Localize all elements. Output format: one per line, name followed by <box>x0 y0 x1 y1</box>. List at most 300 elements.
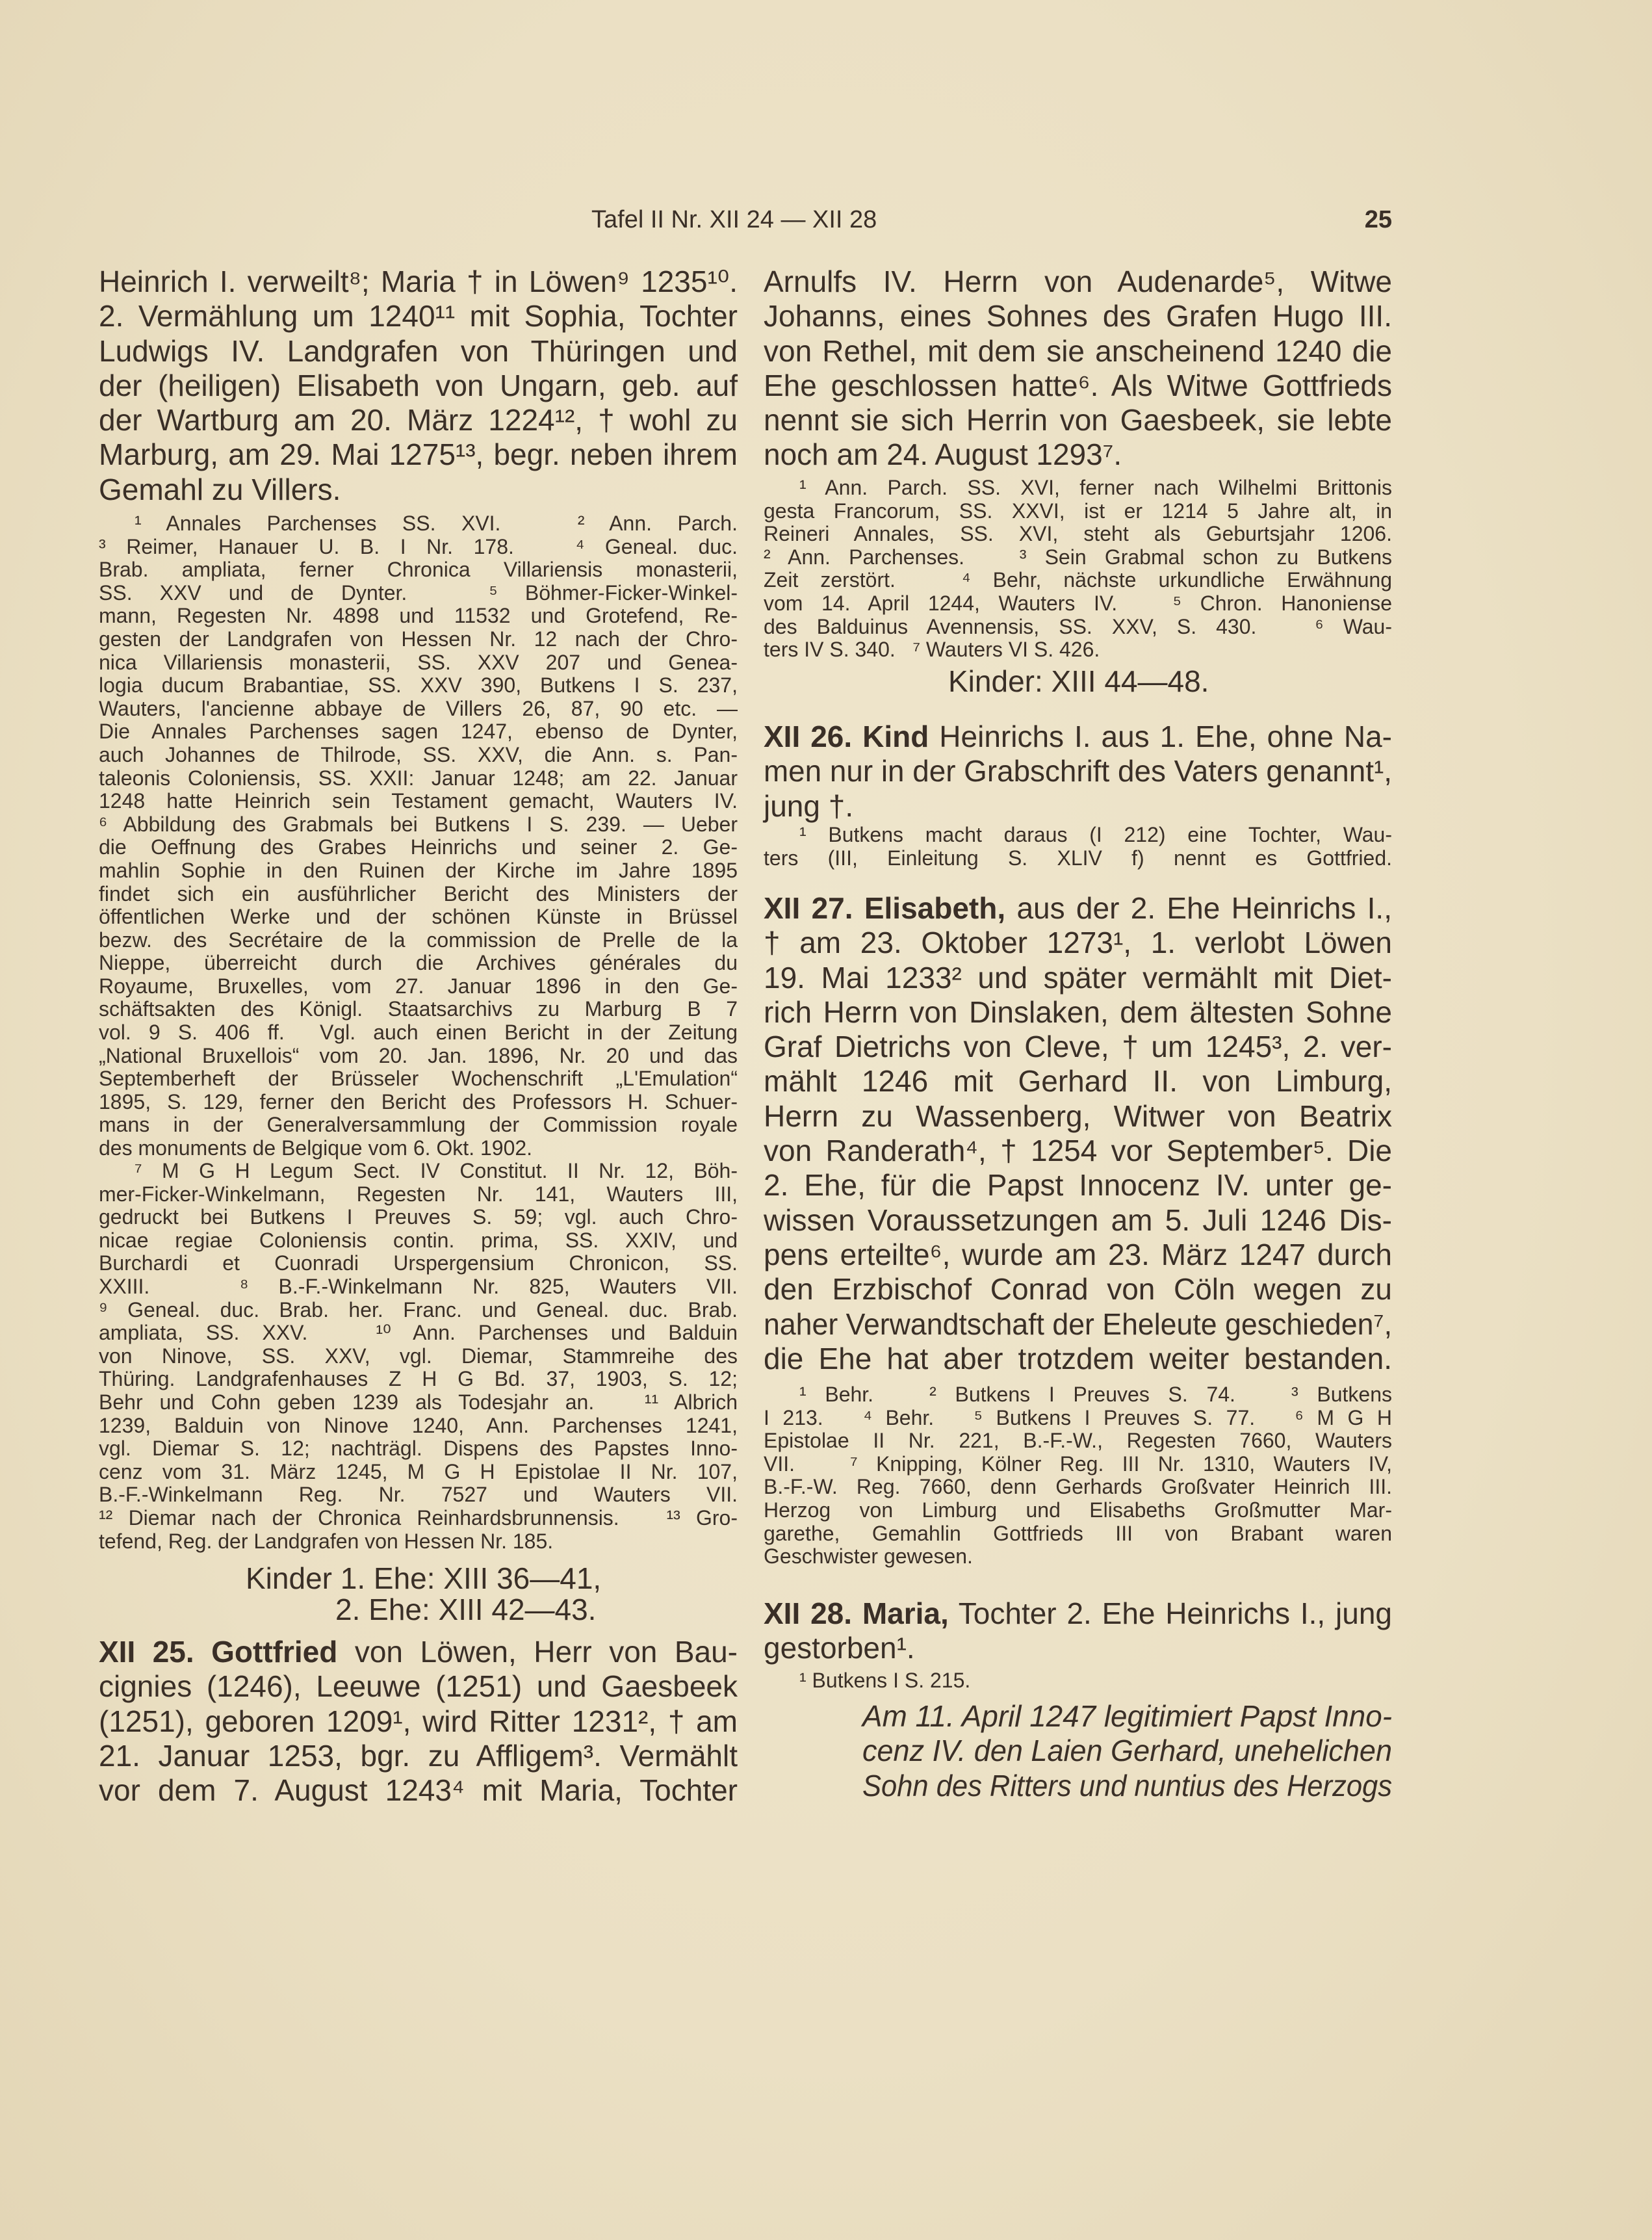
line-content <box>764 1522 1392 1546</box>
footnote-line <box>99 929 738 952</box>
line-content <box>764 1272 1392 1307</box>
line-content <box>99 1091 738 1114</box>
line-text: Burchardi et Cuonradi Urspergensium Chronicon, SS. <box>99 1251 738 1275</box>
line-text: vgl. Diemar S. 12; nachträgl. Dispens des Papstes Inno- <box>99 1437 738 1461</box>
line-content <box>764 1407 1392 1430</box>
line-content <box>99 1137 532 1160</box>
text-line <box>764 1307 1392 1342</box>
footnote-line <box>764 1669 1392 1693</box>
line-content <box>99 1206 738 1229</box>
line-text: von Ninove, SS. XXV, vgl. Diemar, Stammreihe des <box>99 1344 738 1368</box>
line-text: bezw. des Secrétaire de la commission de Prelle de la <box>99 928 738 952</box>
text-line <box>99 403 738 437</box>
footnote-line <box>99 512 738 536</box>
footnote-line <box>99 1483 738 1507</box>
line-text: ² Ann. Parchenses. ³ Sein Grabmal schon zu Butkens <box>764 545 1392 569</box>
line-content <box>135 512 738 536</box>
line-text: von Löwen, Herr von Bau- <box>337 1635 738 1669</box>
line-content <box>99 1739 738 1773</box>
line-text: gesten der Landgrafen von Hessen Nr. 12 nach der Chro- <box>99 627 738 651</box>
line-text: ³ Reimer, Hanauer U. B. I Nr. 178. ⁴ Geneal. duc. <box>99 534 738 558</box>
text-line <box>764 1631 1392 1665</box>
footnote-line <box>764 476 1392 500</box>
text-line <box>764 437 1392 472</box>
entry-xii-28 <box>764 1596 1392 1666</box>
line-content <box>764 437 1122 472</box>
line-text: der Wartburg am 20. März 1224¹², † wohl zu <box>99 403 738 437</box>
line-text: 1239, Balduin von Ninove 1240, Ann. Parchenses 1241, <box>99 1413 738 1437</box>
line-content <box>764 1134 1392 1168</box>
text-line <box>764 334 1392 369</box>
line-text: nicae regiae Coloniensis contin. prima, SS. XXIV, und <box>99 1228 738 1252</box>
line-content <box>99 473 341 507</box>
text-line <box>764 1168 1392 1203</box>
footnote-line <box>764 592 1392 616</box>
line-content <box>764 789 853 824</box>
text-line <box>99 1773 738 1808</box>
line-text: nica Villariensis monasterii, SS. XXV 207 und Genea- <box>99 650 738 674</box>
text-line <box>99 437 738 472</box>
line-text: 2. Ehe, für die Papst Innocenz IV. unter ge- <box>764 1168 1392 1203</box>
line-content <box>799 1669 970 1693</box>
line-text: ¹² Diemar nach der Chronica Reinhardsbrunnensis. ¹³ Gro- <box>99 1505 738 1530</box>
line-content <box>99 1299 738 1322</box>
line-text: gedruckt bei Butkens I Preuves S. 59; vgl. auch Chro- <box>99 1205 738 1229</box>
line-text: Behr und Cohn geben 1239 als Todesjahr an. ¹¹ Albrich <box>99 1390 738 1414</box>
line-content <box>764 847 1392 870</box>
line-text: ¹ Behr. ² Butkens I Preuves S. 74. ³ Butkens <box>799 1383 1392 1406</box>
line-content <box>764 569 1392 592</box>
line-content <box>99 998 738 1021</box>
line-text: von Rethel, mit dem sie anscheinend 1240 die <box>764 333 1392 368</box>
running-title: Tafel II Nr. XII 24 — XII 28 <box>591 206 877 233</box>
footnote-line <box>764 1545 1392 1569</box>
line-text: rich Herrn von Dinslaken, dem ältesten Sohne <box>764 995 1392 1029</box>
text-line <box>99 1563 738 1594</box>
line-content <box>764 1099 1392 1134</box>
line-text: vom 14. April 1244, Wauters IV. ⁵ Chron. Hanoniense <box>764 591 1392 615</box>
line-content <box>99 813 738 837</box>
footnote-line <box>764 616 1392 639</box>
line-text: schäftsakten des Königl. Staatsarchivs zu Marburg B 7 <box>99 997 738 1021</box>
text-line <box>99 1739 738 1773</box>
line-content <box>99 836 738 859</box>
footnote-line <box>99 1045 738 1068</box>
line-text: (1251), geboren 1209¹, wird Ritter 1231², † am <box>99 1704 738 1738</box>
line-content <box>948 666 1209 697</box>
line-content <box>764 500 1392 523</box>
line-text: Arnulfs IV. Herrn von Audenarde⁵, Witwe <box>764 265 1392 298</box>
line-content <box>764 1203 1392 1238</box>
line-text: ters (III, Einleitung S. XLIV f) nennt es Gottfried. <box>764 846 1392 870</box>
line-content <box>764 546 1392 569</box>
line-content <box>99 720 738 744</box>
line-content <box>99 403 738 437</box>
footnotes <box>99 512 738 1160</box>
text-line <box>764 1134 1392 1168</box>
footnote-line <box>99 1252 738 1275</box>
line-content <box>99 1252 738 1275</box>
text-line <box>764 265 1392 299</box>
line-text: Tochter 2. Ehe Heinrichs I., jung <box>948 1596 1392 1630</box>
text-line <box>764 995 1392 1030</box>
line-text: gesta Francorum, SS. XXVI, ist er 1214 5 Jahre alt, in <box>764 499 1392 523</box>
line-content <box>99 1183 738 1206</box>
footnote-line <box>99 1160 738 1183</box>
line-content <box>764 1030 1392 1064</box>
line-text: „National Bruxellois“ vom 20. Jan. 1896, Nr. 20 und das <box>99 1043 738 1067</box>
footnote-line <box>99 883 738 906</box>
line-content <box>99 767 738 790</box>
text-line <box>99 1594 738 1625</box>
footnote-line <box>99 1414 738 1438</box>
footnote-line <box>99 1507 738 1530</box>
line-text: XXIII. ⁸ B.-F.-Winkelmann Nr. 825, Wauters VII. <box>99 1274 738 1298</box>
line-text: cenz vom 31. März 1245, M G H Epistolae II Nr. 107, <box>99 1459 738 1483</box>
footnotes <box>764 476 1392 662</box>
line-text: 1895, S. 129, ferner den Bericht des Professors H. Schuer- <box>99 1089 738 1113</box>
footnote-line <box>99 1067 738 1091</box>
footnote-line <box>764 1407 1392 1430</box>
footnote-line <box>99 859 738 883</box>
line-text: garethe, Gemahlin Gottfrieds III von Brabant waren <box>764 1521 1392 1545</box>
text-line <box>764 299 1392 333</box>
paragraph <box>764 265 1392 473</box>
line-content <box>862 1734 1392 1768</box>
footnote-line <box>99 1021 738 1045</box>
footnote-line <box>764 1429 1392 1453</box>
line-text: auch Johannes de Thilrode, SS. XXV, die Ann. s. Pan- <box>99 742 738 766</box>
line-content <box>99 1414 738 1438</box>
line-content <box>99 558 738 582</box>
footnote-line <box>99 1299 738 1322</box>
line-text: men nur in der Grabschrift des Vaters genannt¹, <box>764 754 1392 788</box>
line-content <box>799 476 1392 500</box>
text-line <box>764 1769 1392 1803</box>
line-text: Zeit zerstört. ⁴ Behr, nächste urkundliche Erwähnung <box>764 568 1392 592</box>
line-content <box>862 1769 1392 1803</box>
line-content <box>764 1064 1392 1099</box>
footnote-line <box>99 628 738 651</box>
line-content <box>764 1238 1392 1272</box>
line-text: jung †. <box>764 788 854 823</box>
line-content <box>764 1307 1392 1342</box>
text-line <box>99 265 738 299</box>
line-content <box>764 1476 1392 1499</box>
line-text: des Balduinus Avennensis, SS. XXV, S. 430. ⁶ Wau- <box>764 614 1392 638</box>
line-content <box>99 1067 738 1091</box>
line-text: Die Annales Parchenses sagen 1247, ebenso de Dynter, <box>99 720 738 744</box>
footnote-line <box>99 1183 738 1206</box>
line-content <box>99 697 738 721</box>
line-content <box>99 1461 738 1484</box>
line-content <box>99 929 738 952</box>
line-content <box>99 883 738 906</box>
line-content <box>764 995 1392 1030</box>
entry-heading: XII 25. Gottfried <box>99 1635 338 1669</box>
line-content <box>99 369 738 403</box>
text-line <box>764 1238 1392 1272</box>
line-text: Herrn zu Wassenberg, Witwer von Beatrix <box>764 1099 1392 1133</box>
entry-heading: XII 28. Maria, <box>764 1596 949 1630</box>
line-text: naher Verwandtschaft der Eheleute geschieden⁷, <box>764 1307 1392 1341</box>
footnote-line <box>99 1530 738 1554</box>
line-content <box>99 1021 738 1045</box>
footnote-line <box>99 813 738 837</box>
line-text: findet sich ein ausführlicher Bericht des Ministers der <box>99 881 738 905</box>
line-content <box>764 523 1392 546</box>
line-text: Brab. ampliata, ferner Chronica Villariensis monasterii, <box>99 558 738 582</box>
line-text: ¹ Ann. Parch. SS. XVI, ferner nach Wilhelmi Brittonis <box>799 476 1392 499</box>
line-content <box>799 824 1392 847</box>
line-text: Sohn des Ritters und nuntius des Herzogs <box>862 1768 1392 1803</box>
footnote-line <box>99 536 738 559</box>
line-text: Herzog von Limburg und Elisabeths Großmutter Mar- <box>764 1498 1392 1522</box>
line-text: mann, Regesten Nr. 4898 und 11532 und Grotefend, Re- <box>99 604 738 628</box>
line-text: aus der 2. Ehe Heinrichs I., <box>1005 891 1392 925</box>
line-text: logia ducum Brabantiae, SS. XXV 390, Butkens I S. 237, <box>99 673 738 697</box>
footnote-line <box>99 1275 738 1299</box>
line-text: Marburg, am 29. Mai 1275¹³, begr. neben ihrem <box>99 437 738 472</box>
footnote-line <box>99 1137 738 1160</box>
line-content <box>99 1275 738 1299</box>
line-content <box>764 1545 973 1569</box>
page-number: 25 <box>1364 206 1392 233</box>
line-content <box>764 616 1392 639</box>
line-text: Wauters, l'ancienne abbaye de Villers 26, 87, 90 etc. — <box>99 696 738 720</box>
line-text: pens erteilte⁶, wurde am 23. März 1247 durch <box>764 1237 1392 1271</box>
footnote-line <box>99 1345 738 1368</box>
line-text: cenz IV. den Laien Gerhard, unehelichen <box>862 1734 1392 1768</box>
line-content <box>99 334 738 369</box>
footnote-line <box>764 638 1392 662</box>
line-content <box>764 961 1392 995</box>
line-content <box>99 1773 738 1808</box>
line-text: nennt sie sich Herrin von Gaesbeek, sie lebte <box>764 403 1392 437</box>
paragraph <box>99 265 738 507</box>
footnote-line <box>764 1476 1392 1499</box>
line-text: 1248 hatte Heinrich sein Testament gemacht, Wauters IV. <box>99 789 738 813</box>
line-content <box>764 1631 915 1665</box>
line-text: Reineri Annales, SS. XVI, steht als Geburtsjahr 1206. <box>764 522 1392 546</box>
footnote-line <box>99 998 738 1021</box>
line-content <box>99 582 738 605</box>
line-content <box>764 403 1392 437</box>
entry-xii-25 <box>99 1635 738 1808</box>
footnote-line <box>99 651 738 675</box>
footnotes <box>764 824 1392 870</box>
footnote-line <box>764 1522 1392 1546</box>
line-text: von Randerath⁴, † 1254 vor September⁵. Die <box>764 1134 1392 1168</box>
text-line <box>764 754 1392 788</box>
line-text: cignies (1246), Leeuwe (1251) und Gaesbeek <box>99 1669 738 1704</box>
text-line <box>764 1203 1392 1238</box>
line-content <box>764 299 1392 333</box>
footnote-line <box>99 767 738 790</box>
footnote-line <box>99 1391 738 1414</box>
entry-heading: XII 27. Elisabeth, <box>764 891 1006 925</box>
footnote-line <box>764 523 1392 546</box>
line-content <box>799 1383 1392 1407</box>
line-text: ampliata, SS. XXV. ¹⁰ Ann. Parchenses und Balduin <box>99 1321 738 1345</box>
line-text: 21. Januar 1253, bgr. zu Affligem³. Vermählt <box>99 1738 738 1773</box>
line-text: öffentlichen Werke und der schönen Künste in Brüssel <box>99 905 738 929</box>
text-line <box>764 403 1392 437</box>
line-content <box>764 1499 1392 1522</box>
line-content <box>99 1113 738 1137</box>
line-content <box>764 926 1392 960</box>
line-text: 2. Ehe: XIII 42—43. <box>335 1593 597 1626</box>
line-text: ¹ Annales Parchenses SS. XVI. ² Ann. Parch. <box>135 512 738 535</box>
line-content <box>99 790 738 813</box>
line-content <box>99 651 738 675</box>
footnote-line <box>99 558 738 582</box>
line-text: taleonis Coloniensis, SS. XXII: Januar 1248; am 22. Januar <box>99 766 738 790</box>
line-content <box>99 975 738 998</box>
text-line <box>764 1342 1392 1376</box>
line-content <box>99 1322 738 1345</box>
line-text: Septemberheft der Brüsseler Wochenschrift „L'Emulation“ <box>99 1067 738 1091</box>
text-line <box>764 1064 1392 1099</box>
line-text: Gemahl zu Villers. <box>99 472 341 506</box>
line-content <box>764 1453 1392 1476</box>
line-text: Nieppe, überreicht durch die Archives générales du <box>99 951 738 975</box>
footnote-line <box>99 744 738 767</box>
line-content <box>99 1483 738 1507</box>
footnote-line <box>99 1368 738 1391</box>
line-text: Heinrichs I. aus 1. Ehe, ohne Na- <box>929 720 1392 753</box>
footnote-line <box>99 790 738 813</box>
footnote-line <box>764 569 1392 592</box>
footnote-line <box>99 1091 738 1114</box>
footnote-line <box>764 1499 1392 1522</box>
footnote-line <box>99 1461 738 1484</box>
line-content <box>764 334 1392 369</box>
line-content <box>99 1045 738 1068</box>
footnote-line <box>99 1206 738 1229</box>
footnote-line <box>764 546 1392 569</box>
text-line <box>764 789 1392 824</box>
text-line <box>764 1099 1392 1134</box>
line-content <box>99 265 738 299</box>
footnote-line <box>764 847 1392 870</box>
text-line <box>99 1704 738 1739</box>
line-text: gestorben¹. <box>764 1631 915 1665</box>
footnotes <box>99 1160 738 1553</box>
line-content <box>99 859 738 883</box>
footnote-line <box>99 720 738 744</box>
line-content <box>99 628 738 651</box>
line-text: SS. XXV und de Dynter. ⁵ Böhmer-Ficker-Winkel- <box>99 580 738 605</box>
line-content <box>764 891 1392 926</box>
line-content <box>99 1391 738 1414</box>
line-text: † am 23. Oktober 1273¹, 1. verlobt Löwen <box>764 926 1392 960</box>
line-content <box>862 1699 1392 1734</box>
footnote-line <box>764 1453 1392 1476</box>
line-content <box>99 674 738 697</box>
line-content <box>246 1563 601 1594</box>
line-text: Heinrich I. verweilt⁸; Maria † in Löwen⁹ 1235¹⁰. <box>99 265 738 298</box>
text-line <box>764 1030 1392 1064</box>
line-content <box>335 1594 596 1625</box>
line-text: B.-F.-W. Reg. 7660, denn Gerhards Großvater Heinrich III. <box>764 1475 1392 1499</box>
italic-note <box>764 1699 1392 1803</box>
line-content <box>99 1368 738 1391</box>
line-content <box>99 1669 738 1704</box>
line-text: ⁷ M G H Legum Sect. IV Constitut. II Nr. 12, Böh- <box>135 1159 738 1182</box>
footnote-line <box>99 975 738 998</box>
line-text: wissen Voraussetzungen am 5. Juli 1246 Dis- <box>764 1203 1392 1237</box>
line-text: mählt 1246 mit Gerhard II. von Limburg, <box>764 1064 1392 1099</box>
footnote-line <box>99 1322 738 1345</box>
line-content <box>99 1507 738 1530</box>
text-line <box>99 299 738 333</box>
line-text: Thüring. Landgrafenhauses Z H G Bd. 37, 1903, S. 12; <box>99 1367 738 1391</box>
line-text: die Oeffnung des Grabes Heinrichs und seiner 2. Ge- <box>99 835 738 859</box>
line-text: Epistolae II Nr. 221, B.-F.-W., Regesten 7660, Wauters <box>764 1429 1392 1453</box>
line-content <box>99 1635 738 1669</box>
line-text: vor dem 7. August 1243⁴ mit Maria, Tochter <box>99 1773 738 1808</box>
line-content <box>135 1160 738 1183</box>
line-content <box>99 437 738 472</box>
text-line <box>764 1596 1392 1631</box>
line-text: Ludwigs IV. Landgrafen von Thüringen und <box>99 333 738 368</box>
line-content <box>99 1345 738 1368</box>
line-text: Kinder: XIII 44—48. <box>948 664 1209 698</box>
footnote-line <box>99 582 738 605</box>
line-text: Graf Dietrichs von Cleve, † um 1245³, 2. ver- <box>764 1030 1392 1064</box>
line-text: der (heiligen) Elisabeth von Ungarn, geb. auf <box>99 368 738 402</box>
line-text: Royaume, Bruxelles, vom 27. Januar 1896 in den Ge- <box>99 974 738 998</box>
line-text: I 213. ⁴ Behr. ⁵ Butkens I Preuves S. 77. ⁶ M G H <box>764 1405 1392 1429</box>
line-content <box>99 299 738 333</box>
line-content <box>764 265 1392 299</box>
footnote-line <box>99 952 738 975</box>
footnote-line <box>99 605 738 628</box>
line-content <box>99 952 738 975</box>
footnote-line <box>99 1229 738 1253</box>
line-content <box>99 905 738 929</box>
line-content <box>764 1596 1392 1631</box>
line-content <box>99 1704 738 1739</box>
text-line <box>764 666 1392 697</box>
text-line <box>99 1635 738 1669</box>
line-text: ⁹ Geneal. duc. Brab. her. Franc. und Geneal. duc. Brab. <box>99 1297 738 1322</box>
line-content <box>764 638 1100 662</box>
line-text: ¹ Butkens I S. 215. <box>799 1669 971 1692</box>
line-text: Johanns, eines Sohnes des Grafen Hugo III. <box>764 299 1392 333</box>
line-text: 2. Vermählung um 1240¹¹ mit Sophia, Tochter <box>99 299 738 333</box>
line-text: tefend, Reg. der Landgrafen von Hessen Nr. 185. <box>99 1529 554 1553</box>
line-text: VII. ⁷ Knipping, Kölner Reg. III Nr. 1310, Wauters IV, <box>764 1452 1392 1476</box>
line-content <box>764 1168 1392 1203</box>
text-line <box>764 1734 1392 1768</box>
children-reference <box>764 666 1392 697</box>
entry-xii-26 <box>764 720 1392 824</box>
line-text: des monuments de Belgique vom 6. Okt. 1902. <box>99 1136 533 1160</box>
line-content <box>764 1342 1392 1376</box>
line-text: vol. 9 S. 406 ff. Vgl. auch einen Bericht in der Zeitung <box>99 1021 738 1045</box>
line-content <box>764 1429 1392 1453</box>
line-content <box>99 536 738 559</box>
line-text: die Ehe hat aber trotzdem weiter bestanden. <box>764 1341 1392 1375</box>
line-text: mans in der Generalversammlung der Commission royale <box>99 1113 738 1137</box>
text-line <box>764 720 1392 754</box>
line-content <box>99 1229 738 1253</box>
line-text: Ehe geschlossen hatte⁶. Als Witwe Gottfrieds <box>764 368 1392 402</box>
line-content <box>99 1530 553 1554</box>
line-text: Kinder 1. Ehe: XIII 36—41, <box>246 1561 602 1595</box>
